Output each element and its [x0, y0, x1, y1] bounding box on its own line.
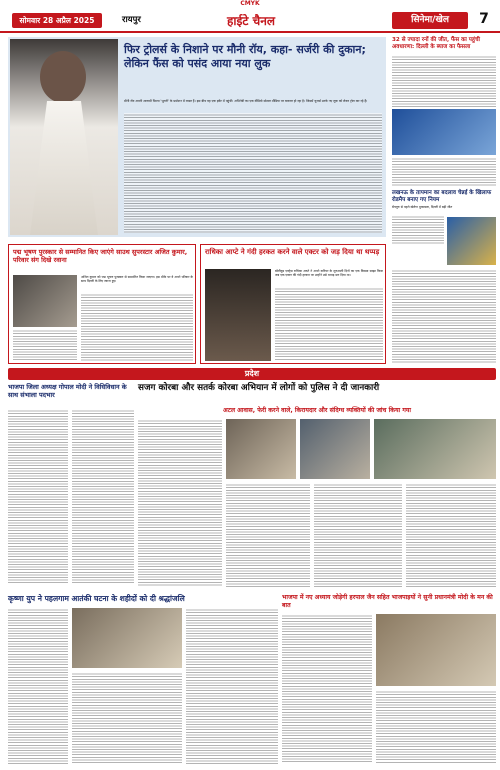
center-photo1 [226, 419, 296, 479]
date-badge: सोमवार 28 अप्रैल 2025 [12, 13, 102, 28]
city-label: रायपुर [122, 15, 141, 25]
center-photo3 [374, 419, 496, 479]
tribute-body3 [186, 608, 278, 764]
lead-photo-figure [40, 51, 86, 103]
center-photo2 [300, 419, 370, 479]
box2-headline: राधिका आप्टे ने गंदी हरकत करने वाले एक्टर को जड़ दिया था थप्पड़ [205, 248, 380, 256]
center-body3 [314, 483, 402, 587]
box2-photo [205, 269, 271, 361]
bottom-photo [376, 614, 496, 686]
lead-body [124, 113, 382, 233]
right-column [392, 37, 496, 364]
right-story2-headline: लखनऊ के तापमान का बदलाव चेन्नई के खिलाफ रोडमैप बनाए गए नियम [392, 190, 492, 203]
lead-excerpt: मौनी रॉय अपनी आगामी फिल्म 'भूतनी' के प्रमोशन में व्यस्त हैं। इस बीच वह एक इवेंट में पहुंचीं। अभिनेत्री का एक वीडियो सोशल मीडिया पर वायरल हो रहा है। जिसमें यूजर्स उनके नए लुक को लेकर ट्रोल कर रहे हैं। [124, 99, 368, 103]
right-story2-body [392, 215, 444, 245]
left-body2 [72, 409, 134, 585]
tribute-photo [72, 608, 182, 668]
right-photo1 [392, 109, 496, 155]
right-story1-headline: 32 से ज्यादा रनों की जीत, फैंस का पहुंची अवधारणा: दिल्ली के ब्याज का फैसला [392, 37, 480, 50]
tribute-body2 [72, 672, 182, 764]
section-bar [8, 368, 496, 380]
masthead [0, 9, 500, 33]
box2-story [200, 244, 386, 364]
center-headline: सजग कोरबा और सतर्क कोरबा अभियान में लोगों को पुलिस ने दी जानकारी [138, 383, 380, 393]
center-subhead: अटल आवास, फेरी करने वाले, किरायदार और संदिग्ध व्यक्तियों की जांच किया गया [222, 407, 411, 414]
bottom-body1 [282, 614, 372, 764]
brand-logo: हाईटे चैनल [226, 14, 275, 28]
center-story [138, 383, 496, 591]
section-bar-label: प्रदेश [244, 369, 260, 378]
center-body2 [226, 483, 310, 587]
box2-excerpt: बॉलीवुड एक्ट्रेस राधिका आप्टे ने अपने करियर के शुरुआती दिनों का एक किस्सा साझा किया जब एक एक्टर की गंदी हरकत पर उन्होंने उसे थप्पड़ मार दिया था। [275, 269, 383, 278]
tribute-body1 [8, 608, 68, 764]
right-photo2 [447, 217, 496, 265]
left-story [8, 383, 134, 585]
box2-body [275, 287, 383, 361]
left-body [8, 409, 68, 585]
cmyk-marker: CMYK [240, 0, 260, 7]
bottom-story [282, 594, 496, 764]
box1-body2 [13, 329, 77, 361]
lead-headline: फिर ट्रोलर्स के निशाने पर मौनी रॉय, कहा- सर्जरी की दुकान; लेकिन फैंस को पसंद आया नया लुक [124, 43, 366, 70]
right-story2-sub: बेंगलुरु से पहले खेलेगा मुकाबला, दिल्ली में बड़ी जीत [392, 205, 453, 209]
box1-story [8, 244, 196, 364]
lead-photo-dress [30, 101, 98, 235]
left-headline: भाजपा जिला अध्यक्ष गोपाल मोदी ने विधिविधान के साथ संभाला पदभार [8, 383, 127, 399]
tribute-story [8, 594, 278, 764]
box1-body [81, 293, 193, 361]
box1-excerpt: अजित कुमार को पद्म भूषण पुरस्कार से सम्मानित किया जाएगा। इस मौके पर वे अपने परिवार के साथ दिल्ली के लिए रवाना हुए। [81, 275, 193, 284]
bottom-headline: भाजपा में नए अध्याय जोड़ेगी हरपाल जैन सहित भाजपाइयों ने सुनी प्रधानमंत्री मोदी के मन की बात [282, 594, 493, 609]
right-story1-body [392, 55, 496, 107]
section-badge: सिनेमा/खेल [392, 12, 468, 29]
box1-headline: पद्म भूषण पुरस्कार से सम्मानित किए जाएंगे साउथ सुपरस्टार अजित कुमार, परिवार संग दिखे रवाना [13, 248, 188, 264]
page-number: 7 [479, 11, 489, 27]
lead-photo [10, 39, 118, 235]
right-story2-body2 [392, 269, 496, 364]
bottom-body2 [376, 690, 496, 764]
center-body4 [406, 483, 496, 587]
tribute-headline: कृष्णा युप ने पहलगाम आतंकी घटना के शहीदों को दी श्रद्धांजलि [8, 594, 185, 603]
box1-photo [13, 275, 77, 327]
lead-story [8, 37, 386, 237]
center-body1 [138, 419, 222, 587]
right-story1-body2 [392, 157, 496, 187]
